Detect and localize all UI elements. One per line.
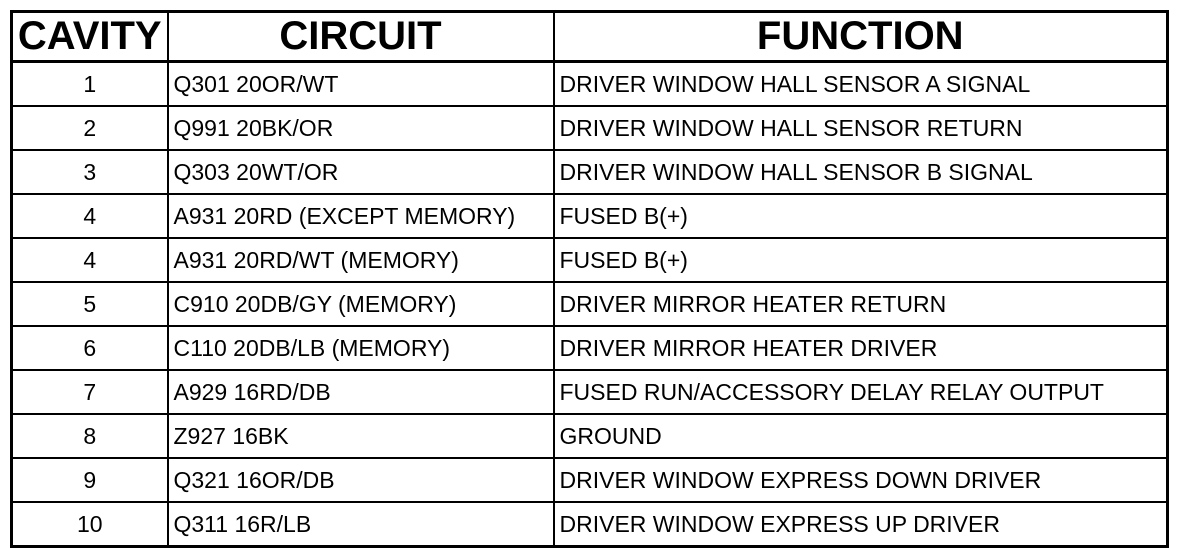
header-circuit: CIRCUIT — [168, 12, 554, 62]
circuit-cell: Q301 20OR/WT — [168, 62, 554, 107]
function-cell: DRIVER WINDOW HALL SENSOR B SIGNAL — [554, 150, 1168, 194]
table-row — [12, 150, 1168, 194]
function-cell: FUSED B(+) — [554, 194, 1168, 238]
table-row — [12, 194, 1168, 238]
cavity-cell: 1 — [12, 62, 168, 107]
circuit-cell: Q303 20WT/OR — [168, 150, 554, 194]
function-cell: FUSED RUN/ACCESSORY DELAY RELAY OUTPUT — [554, 370, 1168, 414]
cavity-cell: 10 — [12, 502, 168, 547]
function-cell: GROUND — [554, 414, 1168, 458]
function-cell: DRIVER WINDOW EXPRESS UP DRIVER — [554, 502, 1168, 547]
cavity-cell: 4 — [12, 194, 168, 238]
circuit-cell: Q311 16R/LB — [168, 502, 554, 547]
header-function: FUNCTION — [554, 12, 1168, 62]
table-row — [12, 106, 1168, 150]
table-row — [12, 502, 1168, 547]
table-row — [12, 238, 1168, 282]
function-cell: DRIVER MIRROR HEATER DRIVER — [554, 326, 1168, 370]
circuit-cell: A931 20RD (EXCEPT MEMORY) — [168, 194, 554, 238]
cavity-cell: 7 — [12, 370, 168, 414]
table-row — [12, 414, 1168, 458]
circuit-cell: Q991 20BK/OR — [168, 106, 554, 150]
cavity-cell: 5 — [12, 282, 168, 326]
table-row — [12, 370, 1168, 414]
header-cavity: CAVITY — [12, 12, 168, 62]
circuit-cell: Q321 16OR/DB — [168, 458, 554, 502]
table-row — [12, 458, 1168, 502]
cavity-cell: 6 — [12, 326, 168, 370]
function-cell: DRIVER WINDOW HALL SENSOR A SIGNAL — [554, 62, 1168, 107]
table-row — [12, 62, 1168, 107]
circuit-cell: A929 16RD/DB — [168, 370, 554, 414]
pinout-table — [10, 10, 1169, 548]
function-cell: DRIVER WINDOW HALL SENSOR RETURN — [554, 106, 1168, 150]
cavity-cell: 2 — [12, 106, 168, 150]
circuit-cell: C910 20DB/GY (MEMORY) — [168, 282, 554, 326]
cavity-cell: 4 — [12, 238, 168, 282]
circuit-cell: C110 20DB/LB (MEMORY) — [168, 326, 554, 370]
cavity-cell: 9 — [12, 458, 168, 502]
circuit-cell: Z927 16BK — [168, 414, 554, 458]
cavity-cell: 3 — [12, 150, 168, 194]
table-row — [12, 282, 1168, 326]
cavity-cell: 8 — [12, 414, 168, 458]
table-header-row — [12, 12, 1168, 62]
function-cell: DRIVER MIRROR HEATER RETURN — [554, 282, 1168, 326]
function-cell: DRIVER WINDOW EXPRESS DOWN DRIVER — [554, 458, 1168, 502]
function-cell: FUSED B(+) — [554, 238, 1168, 282]
circuit-cell: A931 20RD/WT (MEMORY) — [168, 238, 554, 282]
table-row — [12, 326, 1168, 370]
connector-pinout-sheet — [10, 10, 1166, 537]
